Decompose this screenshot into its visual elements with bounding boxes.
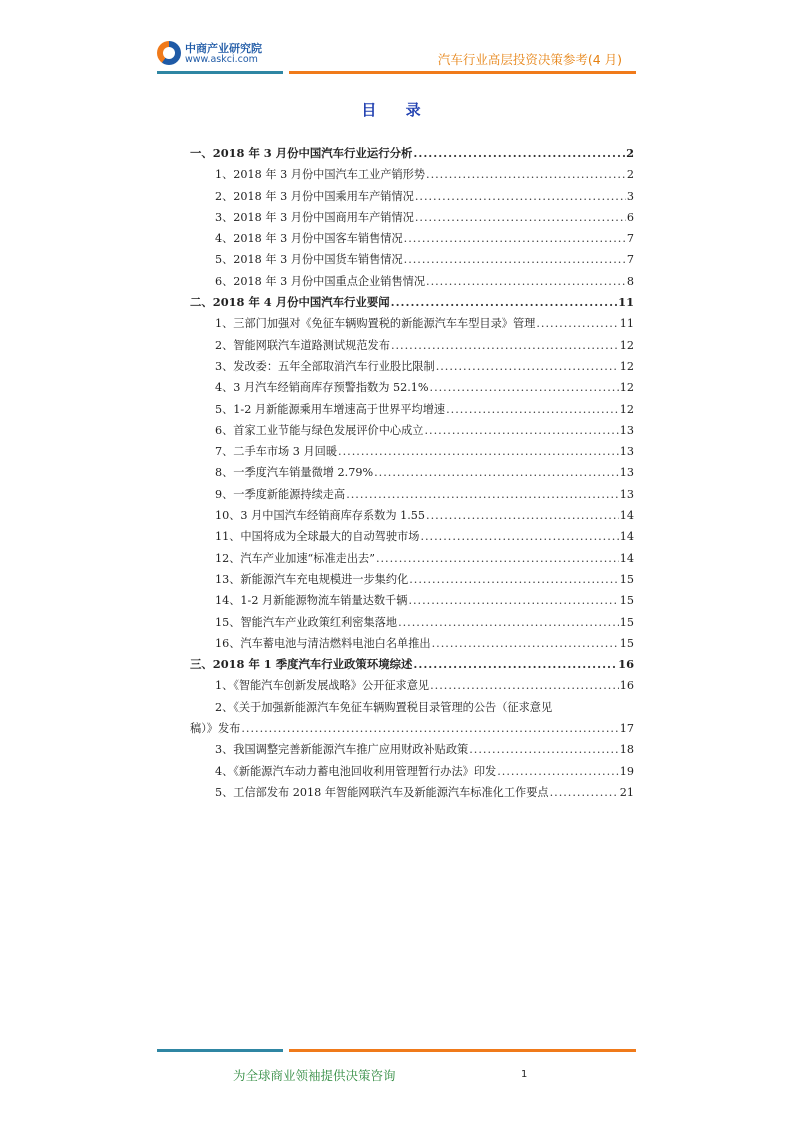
toc-item-title: 11、中国将成为全球最大的自动驾驶市场 xyxy=(215,530,420,544)
toc-item-title: 2、2018 年 3 月份中国乘用车产销情况 xyxy=(215,189,414,203)
toc-page-number: 12 xyxy=(619,338,634,352)
toc-item-title: 10、3 月中国汽车经销商库存系数为 1.55 xyxy=(215,509,426,523)
footer-divider-orange xyxy=(289,1049,636,1052)
toc-page-number: 14 xyxy=(619,551,634,565)
toc-page-number: 11 xyxy=(618,295,634,310)
toc-page-number: 17 xyxy=(619,722,634,736)
toc-item-title: 6、首家工业节能与绿色发展评价中心成立 xyxy=(215,423,424,437)
toc-item-title: 3、2018 年 3 月份中国商用车产销情况 xyxy=(215,210,414,224)
toc-page-number: 6 xyxy=(626,210,634,224)
toc-item-entry[interactable] xyxy=(190,675,634,696)
toc-item-entry[interactable] xyxy=(190,399,634,420)
company-logo xyxy=(157,40,297,68)
toc-page-number: 12 xyxy=(619,402,634,416)
footer-divider-blue xyxy=(157,1049,283,1052)
toc-item-continuation xyxy=(190,718,634,739)
toc-item-title: 9、一季度新能源持续走高 xyxy=(215,487,346,501)
toc-page-number: 7 xyxy=(626,232,634,246)
toc-page-number: 16 xyxy=(619,679,634,693)
toc-leader-dots xyxy=(536,313,618,334)
toc-section-title: 三、2018 年 1 季度汽车行业政策环境综述 xyxy=(190,657,413,672)
page-header xyxy=(0,0,794,80)
toc-leader-dots xyxy=(426,505,619,526)
toc-item-title: 2、《关于加强新能源汽车免征车辆购置税目录管理的公告（征求意见 xyxy=(215,700,553,714)
toc-page-number: 13 xyxy=(619,487,634,501)
toc-item-entry[interactable] xyxy=(190,590,634,611)
toc-title: 目 录 xyxy=(361,101,433,119)
toc-item-entry[interactable] xyxy=(190,484,634,505)
toc-leader-dots xyxy=(415,186,626,207)
toc-page-number: 14 xyxy=(619,530,634,544)
toc-leader-dots xyxy=(409,569,619,590)
toc-leader-dots xyxy=(446,399,619,420)
toc-item-title: 1、三部门加强对《免征车辆购置税的新能源汽车车型目录》管理 xyxy=(215,317,536,331)
toc-item-title: 13、新能源汽车充电规模进一步集约化 xyxy=(215,572,409,586)
toc-section-entry[interactable] xyxy=(190,143,634,164)
toc-page-number: 15 xyxy=(619,615,634,629)
toc-item-entry[interactable] xyxy=(190,739,634,760)
toc-item-title: 7、二手车市场 3 月回暖 xyxy=(215,445,338,459)
footer-slogan: 为全球商业领袖提供决策咨询 xyxy=(233,1068,396,1083)
toc-item-entry[interactable] xyxy=(190,377,634,398)
toc-page-number: 15 xyxy=(619,572,634,586)
toc-item-entry[interactable] xyxy=(190,633,634,654)
toc-leader-dots xyxy=(420,526,618,547)
toc-leader-dots xyxy=(415,207,626,228)
toc-item-entry[interactable] xyxy=(190,569,634,590)
toc-page-number: 16 xyxy=(618,657,634,672)
toc-section-entry[interactable] xyxy=(190,654,634,675)
page-number: 1 xyxy=(521,1069,528,1080)
toc-item-entry[interactable] xyxy=(190,207,634,228)
report-title: 汽车行业高层投资决策参考(4 月) xyxy=(437,52,622,67)
toc-page-number: 13 xyxy=(619,445,634,459)
toc-item-title: 1、2018 年 3 月份中国汽车工业产销形势 xyxy=(215,168,426,182)
header-divider-orange xyxy=(289,71,636,74)
toc-item-title: 5、工信部发布 2018 年智能网联汽车及新能源汽车标准化工作要点 xyxy=(215,785,549,799)
toc-item-entry[interactable] xyxy=(190,420,634,441)
toc-page-number: 12 xyxy=(619,381,634,395)
toc-item-entry[interactable] xyxy=(190,505,634,526)
toc-page-number: 19 xyxy=(619,764,634,778)
toc-item-title: 6、2018 年 3 月份中国重点企业销售情况 xyxy=(215,274,426,288)
toc-section-title: 二、2018 年 4 月份中国汽车行业要闻 xyxy=(190,295,390,310)
toc-leader-dots xyxy=(398,612,619,633)
toc-item-title: 4、《新能源汽车动力蓄电池回收利用管理暂行办法》印发 xyxy=(215,764,497,778)
toc-item-entry[interactable] xyxy=(165,697,634,740)
toc-item-entry[interactable] xyxy=(190,356,634,377)
toc-leader-dots xyxy=(430,675,619,696)
toc-item-title: 15、智能汽车产业政策红利密集落地 xyxy=(215,615,398,629)
toc-item-title: 5、2018 年 3 月份中国货车销售情况 xyxy=(215,253,403,267)
toc-item-entry[interactable] xyxy=(190,313,634,334)
toc-leader-dots xyxy=(426,271,626,292)
toc-page-number: 12 xyxy=(619,359,634,373)
toc-item-entry[interactable] xyxy=(190,186,634,207)
toc-item-entry[interactable] xyxy=(190,441,634,462)
toc-item-title: 4、2018 年 3 月份中国客车销售情况 xyxy=(215,232,403,246)
toc-page-number: 3 xyxy=(626,189,634,203)
toc-leader-dots xyxy=(241,718,618,739)
toc-item-entry[interactable] xyxy=(190,249,634,270)
toc-leader-dots xyxy=(404,249,626,270)
toc-item-title: 4、3 月汽车经销商库存预警指数为 52.1% xyxy=(215,381,429,395)
toc-item-title: 16、汽车蓄电池与清洁燃料电池白名单推出 xyxy=(215,636,431,650)
toc-page-number: 13 xyxy=(619,466,634,480)
toc-item-entry[interactable] xyxy=(190,761,634,782)
logo-url: www.askci.com xyxy=(185,54,258,65)
toc-item-title: 5、1-2 月新能源乘用车增速高于世界平均增速 xyxy=(215,402,446,416)
toc-item-entry[interactable] xyxy=(190,612,634,633)
toc-page-number: 15 xyxy=(619,636,634,650)
toc-item-entry[interactable] xyxy=(190,228,634,249)
toc-page-number: 13 xyxy=(619,423,634,437)
toc-page-number: 2 xyxy=(626,168,634,182)
toc-leader-dots xyxy=(413,654,617,675)
toc-leader-dots xyxy=(338,441,619,462)
toc-item-title: 2、智能网联汽车道路测试规范发布 xyxy=(215,338,390,352)
toc-leader-dots xyxy=(430,377,619,398)
toc-item-entry[interactable] xyxy=(190,782,634,803)
toc-item-title-cont: 稿）》发布 xyxy=(190,722,241,736)
toc-leader-dots xyxy=(413,143,625,164)
toc-page-number: 18 xyxy=(619,743,634,757)
toc-page-number: 15 xyxy=(619,594,634,608)
toc-page-number: 8 xyxy=(626,274,634,288)
toc-leader-dots xyxy=(376,548,619,569)
toc-item-title: 8、一季度汽车销量微增 2.79% xyxy=(215,466,374,480)
toc-leader-dots xyxy=(346,484,619,505)
toc-item-entry[interactable] xyxy=(190,335,634,356)
toc-item-entry[interactable] xyxy=(190,271,634,292)
toc-item-title: 14、1-2 月新能源物流车销量达数千辆 xyxy=(215,594,408,608)
toc-item-entry[interactable] xyxy=(190,526,634,547)
table-of-contents xyxy=(190,143,634,803)
toc-item-title: 3、发改委：五年全部取消汽车行业股比限制 xyxy=(215,359,435,373)
toc-leader-dots xyxy=(408,590,618,611)
toc-page-number: 14 xyxy=(619,509,634,523)
toc-item-title: 3、我国调整完善新能源汽车推广应用财政补贴政策 xyxy=(215,743,469,757)
toc-leader-dots xyxy=(374,462,619,483)
toc-leader-dots xyxy=(469,739,619,760)
toc-item-entry[interactable] xyxy=(190,462,634,483)
toc-leader-dots xyxy=(432,633,619,654)
toc-item-title: 12、汽车产业加速“标准走出去” xyxy=(215,551,375,565)
toc-page-number: 7 xyxy=(626,253,634,267)
toc-page-number: 11 xyxy=(619,317,634,331)
toc-leader-dots xyxy=(391,335,619,356)
toc-item-title: 1、《智能汽车创新发展战略》公开征求意见 xyxy=(215,679,430,693)
toc-leader-dots xyxy=(426,164,626,185)
toc-leader-dots xyxy=(391,292,618,313)
toc-leader-dots xyxy=(550,782,619,803)
logo-mark-icon xyxy=(157,41,181,65)
toc-page-number: 21 xyxy=(619,785,634,799)
toc-section-entry[interactable] xyxy=(190,292,634,313)
toc-leader-dots xyxy=(497,761,619,782)
toc-page-number: 2 xyxy=(626,146,634,160)
logo-name: 中商产业研究院 xyxy=(185,42,262,55)
toc-leader-dots xyxy=(425,420,619,441)
header-divider-blue xyxy=(157,71,283,74)
toc-section-title: 一、2018 年 3 月份中国汽车行业运行分析 xyxy=(190,146,413,160)
toc-item-entry[interactable] xyxy=(190,164,634,185)
toc-leader-dots xyxy=(436,356,619,377)
toc-item-entry[interactable] xyxy=(190,548,634,569)
toc-leader-dots xyxy=(404,228,626,249)
